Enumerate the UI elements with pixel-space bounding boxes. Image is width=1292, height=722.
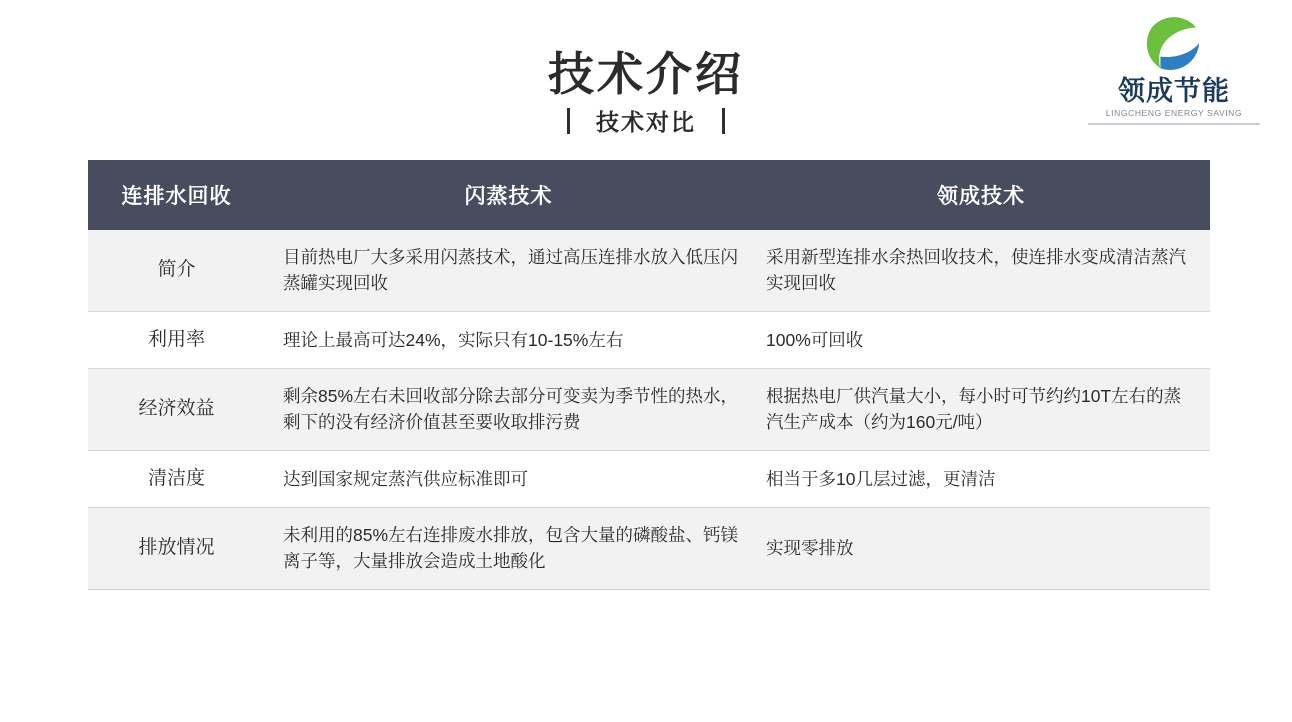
table-row — [88, 230, 1210, 311]
row-flash-tech: 达到国家规定蒸汽供应标准即可 — [265, 450, 752, 508]
row-flash-tech: 剩余85%左右未回收部分除去部分可变卖为季节性的热水，剩下的没有经济价值甚至要收取排污费 — [265, 369, 752, 451]
subtitle-left-bar — [567, 108, 570, 134]
row-lingcheng-tech: 相当于多10几层过滤，更清洁 — [752, 450, 1210, 508]
comparison-table-wrapper — [88, 160, 1204, 590]
row-category: 利用率 — [88, 311, 265, 369]
row-flash-tech: 理论上最高可达24%，实际只有10-15%左右 — [265, 311, 752, 369]
row-lingcheng-tech: 100%可回收 — [752, 311, 1210, 369]
table-body — [88, 230, 1210, 589]
subtitle-row — [0, 104, 1292, 137]
row-category: 清洁度 — [88, 450, 265, 508]
table-row — [88, 450, 1210, 508]
row-flash-tech: 目前热电厂大多采用闪蒸技术，通过高压连排水放入低压闪蒸罐实现回收 — [265, 230, 752, 311]
subtitle-right-bar — [722, 108, 725, 134]
table-row — [88, 369, 1210, 451]
page-subtitle: 技术对比 — [596, 109, 696, 135]
row-flash-tech: 未利用的85%左右连排废水排放，包含大量的磷酸盐、钙镁离子等，大量排放会造成土地酸化 — [265, 508, 752, 590]
column-header-ours: 领成技术 — [752, 160, 1210, 230]
table-row — [88, 311, 1210, 369]
brand-english: LINGCHENG ENERGY SAVING — [1105, 108, 1243, 118]
table-header-row — [88, 160, 1210, 230]
row-category: 经济效益 — [88, 369, 265, 451]
column-header-category: 连排水回收 — [88, 160, 265, 230]
row-lingcheng-tech: 根据热电厂供汽量大小，每小时可节约约10T左右的蒸汽生产成本（约为160元/吨） — [752, 369, 1210, 451]
table-row — [88, 508, 1210, 590]
comparison-table — [88, 160, 1210, 590]
brand-name: 领成节能 — [1118, 76, 1230, 106]
row-category: 排放情况 — [88, 508, 265, 590]
page-title: 技术介绍 — [548, 47, 744, 101]
row-lingcheng-tech: 实现零排放 — [752, 508, 1210, 590]
table-header — [88, 160, 1210, 230]
column-header-flash: 闪蒸技术 — [265, 160, 752, 230]
row-category: 简介 — [88, 230, 265, 311]
row-lingcheng-tech: 采用新型连排水余热回收技术，使连排水变成清洁蒸汽实现回收 — [752, 230, 1210, 311]
